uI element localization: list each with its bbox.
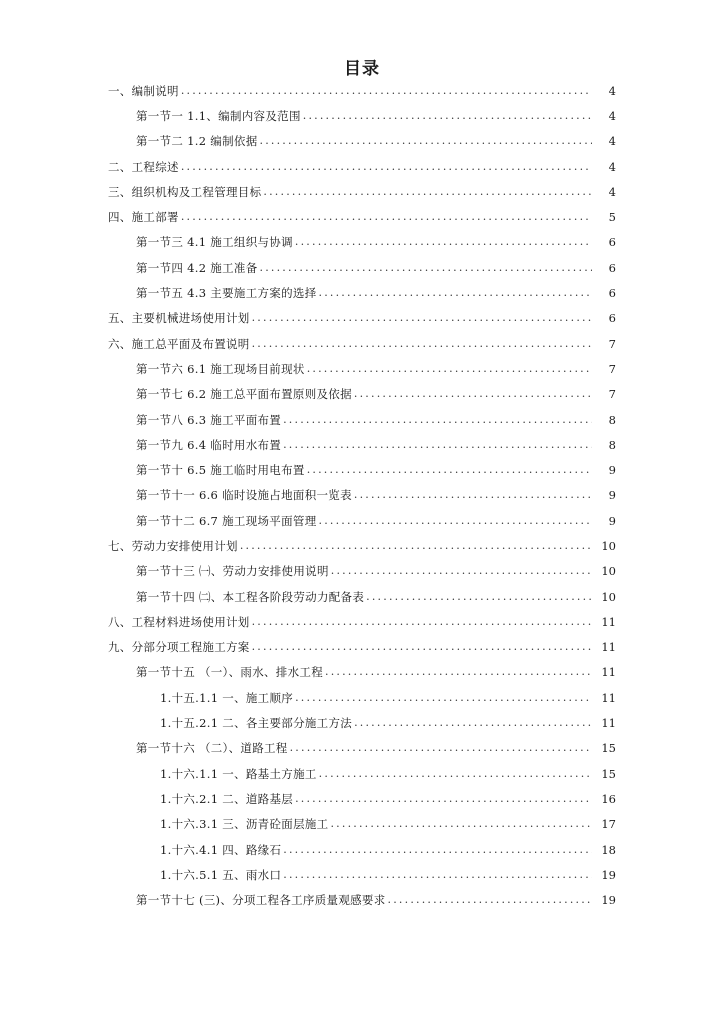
toc-entry-label: 第一节十三 ㈠、劳动力安排使用说明 bbox=[136, 564, 329, 579]
toc-leader-dots bbox=[307, 362, 592, 376]
toc-entry-label: 二、工程综述 bbox=[108, 159, 179, 174]
toc-entry[interactable] bbox=[0, 432, 724, 457]
toc-entry[interactable] bbox=[0, 204, 724, 229]
toc-entry-page: 4 bbox=[608, 159, 616, 174]
toc-entry[interactable] bbox=[0, 559, 724, 584]
toc-entry[interactable] bbox=[0, 862, 724, 887]
toc-entry-label: 第一节九 6.4 临时用水布置 bbox=[136, 437, 282, 452]
table-of-contents bbox=[0, 78, 724, 913]
toc-entry[interactable] bbox=[0, 685, 724, 710]
toc-entry-page: 6 bbox=[608, 235, 616, 250]
toc-entry-page: 9 bbox=[608, 463, 616, 478]
toc-entry[interactable] bbox=[0, 888, 724, 913]
toc-entry[interactable] bbox=[0, 356, 724, 381]
toc-entry-page: 9 bbox=[608, 513, 616, 528]
toc-entry[interactable] bbox=[0, 103, 724, 128]
toc-entry-label: 第一节七 6.2 施工总平面布置原则及依据 bbox=[136, 387, 352, 402]
toc-leader-dots bbox=[283, 868, 592, 882]
toc-entry-page: 8 bbox=[608, 412, 616, 427]
toc-leader-dots bbox=[240, 539, 592, 553]
toc-entry[interactable] bbox=[0, 609, 724, 634]
toc-leader-dots bbox=[295, 235, 592, 249]
toc-entry-label: 第一节十二 6.7 施工现场平面管理 bbox=[136, 513, 317, 528]
toc-entry-label: 八、工程材料进场使用计划 bbox=[108, 614, 250, 629]
toc-leader-dots bbox=[252, 311, 592, 325]
toc-entry-page: 6 bbox=[608, 260, 616, 275]
toc-leader-dots bbox=[283, 413, 592, 427]
toc-leader-dots bbox=[388, 893, 592, 907]
toc-entry-page: 4 bbox=[608, 134, 616, 149]
toc-entry[interactable] bbox=[0, 508, 724, 533]
toc-entry-label: 三、组织机构及工程管理目标 bbox=[108, 184, 262, 199]
toc-entry[interactable] bbox=[0, 635, 724, 660]
toc-entry-label: 1.十五.2.1 二、各主要部分施工方法 bbox=[160, 716, 353, 731]
toc-entry-label: 第一节十七 (三)、分项工程各工序质量观感要求 bbox=[136, 893, 386, 908]
toc-entry[interactable] bbox=[0, 306, 724, 331]
toc-entry-label: 第一节六 6.1 施工现场目前现状 bbox=[136, 361, 305, 376]
toc-entry-label: 1.十六.5.1 五、雨水口 bbox=[160, 867, 282, 882]
toc-entry-page: 5 bbox=[608, 210, 616, 225]
toc-entry-page: 4 bbox=[608, 184, 616, 199]
toc-entry-label: 第一节一 1.1、编制内容及范围 bbox=[136, 108, 301, 123]
toc-entry-label: 第一节十五 （一）、雨水、排水工程 bbox=[136, 665, 324, 680]
toc-entry[interactable] bbox=[0, 255, 724, 280]
toc-leader-dots bbox=[252, 640, 592, 654]
toc-entry[interactable] bbox=[0, 533, 724, 558]
toc-leader-dots bbox=[366, 590, 592, 604]
toc-leader-dots bbox=[181, 210, 592, 224]
toc-entry-page: 11 bbox=[601, 614, 616, 629]
toc-entry-label: 1.十五.1.1 一、施工顺序 bbox=[160, 690, 294, 705]
toc-leader-dots bbox=[319, 514, 593, 528]
toc-entry[interactable] bbox=[0, 584, 724, 609]
toc-entry-page: 8 bbox=[608, 437, 616, 452]
toc-entry[interactable] bbox=[0, 407, 724, 432]
toc-leader-dots bbox=[354, 488, 592, 502]
toc-entry-label: 第一节十一 6.6 临时设施占地面积一览表 bbox=[136, 488, 352, 503]
toc-entry-label: 第一节二 1.2 编制依据 bbox=[136, 134, 258, 149]
toc-entry-label: 第一节五 4.3 主要施工方案的选择 bbox=[136, 286, 317, 301]
toc-leader-dots bbox=[283, 438, 592, 452]
toc-entry-page: 19 bbox=[601, 867, 616, 882]
toc-entry[interactable] bbox=[0, 331, 724, 356]
toc-entry-page: 11 bbox=[601, 716, 616, 731]
toc-entry[interactable] bbox=[0, 457, 724, 482]
toc-leader-dots bbox=[283, 843, 592, 857]
toc-entry-page: 16 bbox=[601, 791, 616, 806]
toc-leader-dots bbox=[181, 160, 592, 174]
toc-leader-dots bbox=[252, 615, 592, 629]
toc-entry-page: 6 bbox=[608, 286, 616, 301]
toc-leader-dots bbox=[252, 337, 592, 351]
toc-entry-page: 4 bbox=[608, 83, 616, 98]
toc-entry-label: 六、施工总平面及布置说明 bbox=[108, 336, 250, 351]
toc-entry-page: 17 bbox=[601, 817, 616, 832]
toc-entry-page: 4 bbox=[608, 108, 616, 123]
toc-leader-dots bbox=[354, 716, 592, 730]
toc-entry[interactable] bbox=[0, 812, 724, 837]
toc-entry[interactable] bbox=[0, 154, 724, 179]
toc-entry-label: 第一节十六 （二）、道路工程 bbox=[136, 741, 288, 756]
toc-entry-page: 11 bbox=[601, 690, 616, 705]
toc-entry-page: 10 bbox=[601, 589, 616, 604]
toc-entry-page: 9 bbox=[608, 488, 616, 503]
toc-entry[interactable] bbox=[0, 761, 724, 786]
toc-leader-dots bbox=[307, 463, 592, 477]
toc-entry-label: 五、主要机械进场使用计划 bbox=[108, 311, 250, 326]
toc-entry[interactable] bbox=[0, 129, 724, 154]
toc-leader-dots bbox=[263, 185, 592, 199]
page-title: 目录 bbox=[344, 59, 380, 79]
toc-leader-dots bbox=[331, 564, 592, 578]
toc-entry[interactable] bbox=[0, 837, 724, 862]
toc-entry-page: 15 bbox=[601, 741, 616, 756]
toc-entry-label: 四、施工部署 bbox=[108, 210, 179, 225]
toc-entry-page: 10 bbox=[601, 564, 616, 579]
toc-entry[interactable] bbox=[0, 660, 724, 685]
toc-entry-label: 1.十六.4.1 四、路缘石 bbox=[160, 842, 282, 857]
toc-leader-dots bbox=[181, 84, 592, 98]
toc-entry[interactable] bbox=[0, 483, 724, 508]
toc-leader-dots bbox=[330, 817, 592, 831]
toc-entry-label: 一、编制说明 bbox=[108, 83, 179, 98]
toc-entry[interactable] bbox=[0, 179, 724, 204]
toc-leader-dots bbox=[319, 767, 592, 781]
toc-entry-label: 1.十六.3.1 三、沥青砼面层施工 bbox=[160, 817, 329, 832]
toc-leader-dots bbox=[290, 741, 592, 755]
toc-leader-dots bbox=[319, 286, 593, 300]
toc-leader-dots bbox=[260, 261, 593, 275]
toc-entry-page: 7 bbox=[608, 336, 616, 351]
toc-entry-page: 7 bbox=[608, 361, 616, 376]
toc-entry-page: 7 bbox=[608, 387, 616, 402]
toc-entry[interactable] bbox=[0, 280, 724, 305]
toc-entry[interactable] bbox=[0, 230, 724, 255]
toc-entry-label: 七、劳动力安排使用计划 bbox=[108, 538, 238, 553]
toc-leader-dots bbox=[325, 665, 592, 679]
toc-entry-page: 10 bbox=[601, 538, 616, 553]
toc-entry[interactable] bbox=[0, 710, 724, 735]
toc-leader-dots bbox=[295, 691, 592, 705]
toc-entry[interactable] bbox=[0, 736, 724, 761]
toc-entry-page: 19 bbox=[601, 893, 616, 908]
toc-leader-dots bbox=[354, 387, 592, 401]
toc-entry-page: 18 bbox=[601, 842, 616, 857]
toc-entry-label: 1.十六.1.1 一、路基土方施工 bbox=[160, 766, 317, 781]
toc-entry-page: 15 bbox=[601, 766, 616, 781]
toc-entry[interactable] bbox=[0, 382, 724, 407]
toc-entry-page: 11 bbox=[601, 640, 616, 655]
toc-entry[interactable] bbox=[0, 786, 724, 811]
toc-leader-dots bbox=[260, 134, 593, 148]
toc-entry-label: 第一节八 6.3 施工平面布置 bbox=[136, 412, 282, 427]
toc-entry-label: 第一节十 6.5 施工临时用电布置 bbox=[136, 463, 305, 478]
toc-entry-label: 1.十六.2.1 二、道路基层 bbox=[160, 791, 294, 806]
toc-leader-dots bbox=[303, 109, 592, 123]
toc-entry-page: 6 bbox=[608, 311, 616, 326]
toc-entry-label: 九、分部分项工程施工方案 bbox=[108, 640, 250, 655]
toc-entry[interactable] bbox=[0, 78, 724, 103]
toc-entry-label: 第一节四 4.2 施工准备 bbox=[136, 260, 258, 275]
toc-entry-label: 第一节十四 ㈡、本工程各阶段劳动力配备表 bbox=[136, 589, 365, 604]
toc-leader-dots bbox=[295, 792, 592, 806]
toc-entry-page: 11 bbox=[601, 665, 616, 680]
toc-entry-label: 第一节三 4.1 施工组织与协调 bbox=[136, 235, 293, 250]
